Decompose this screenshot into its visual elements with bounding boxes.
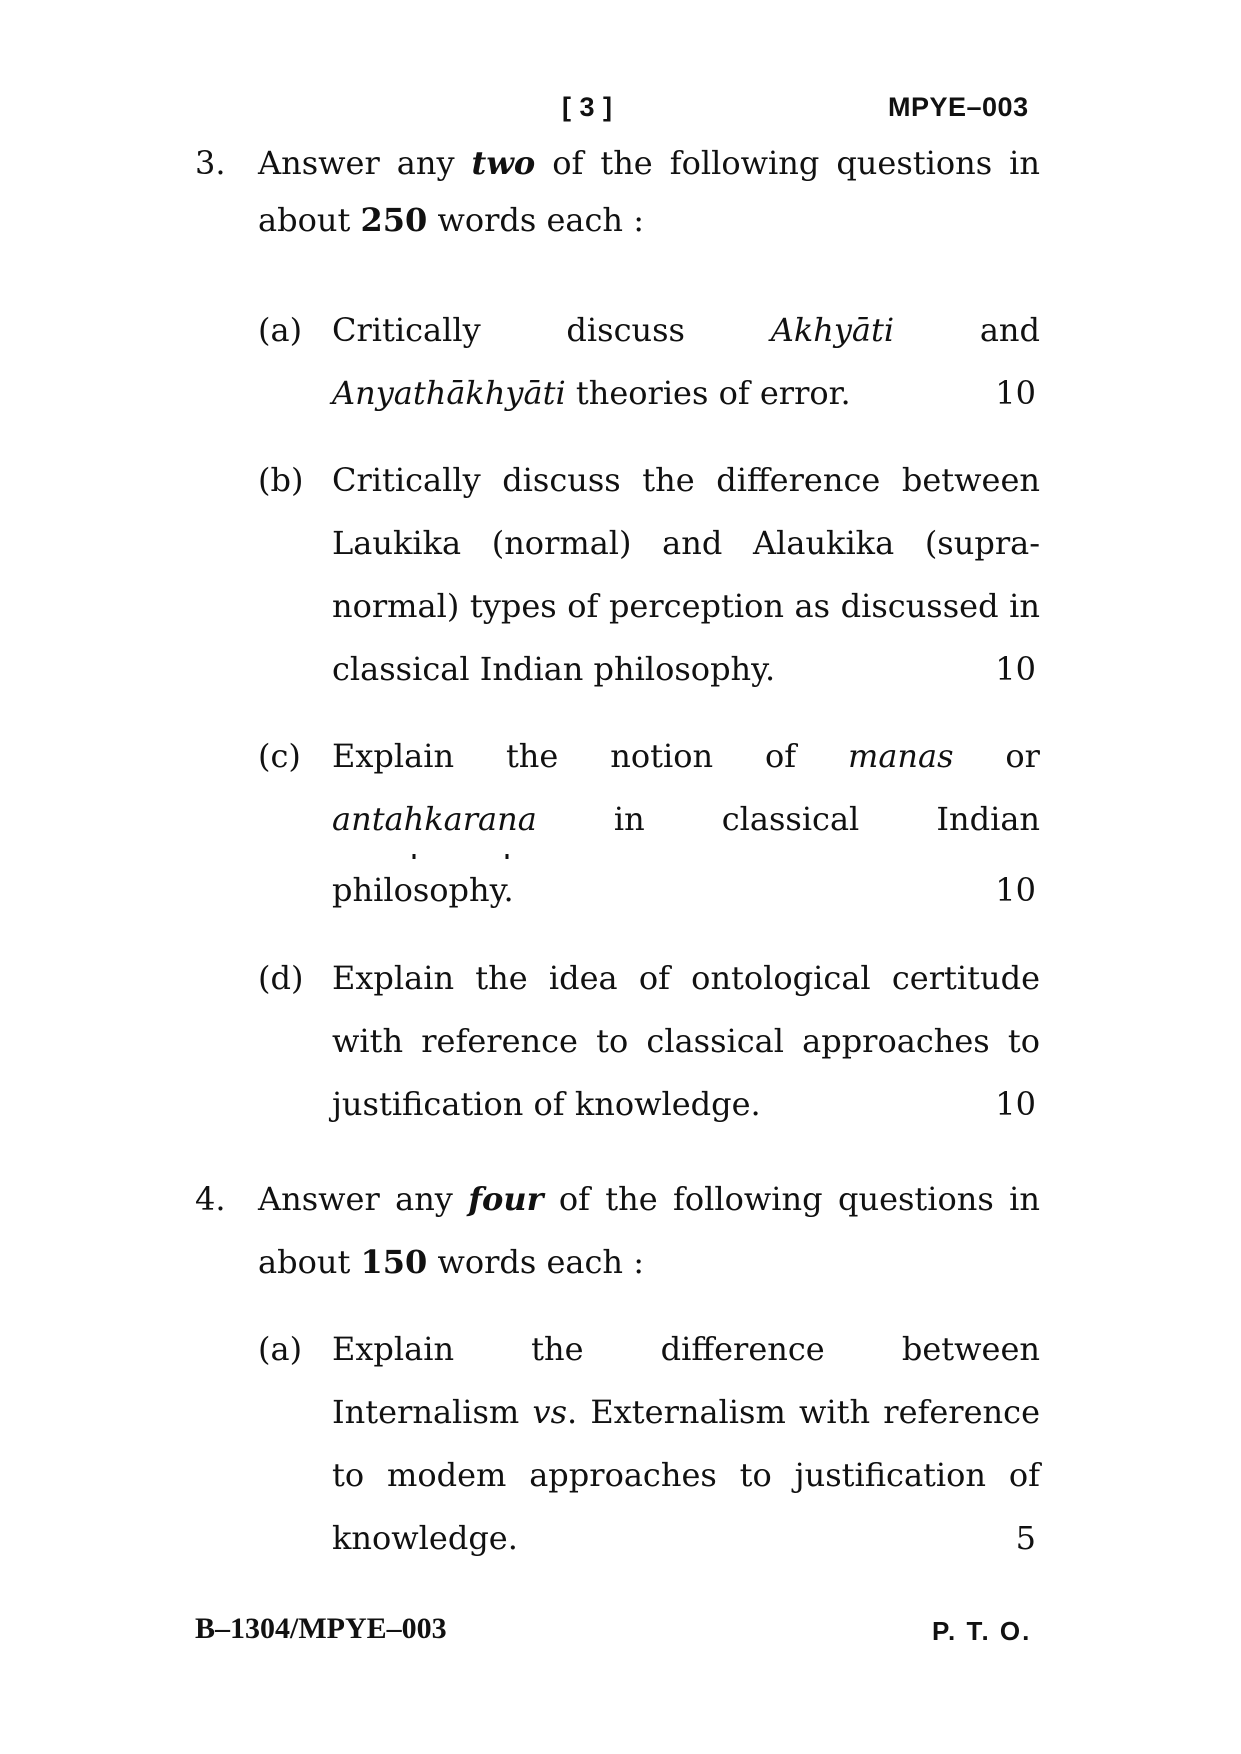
q3-instr-pre: Answer any <box>258 144 472 182</box>
q4-instr-pre: Answer any <box>258 1180 469 1218</box>
q3b-line-2: Laukika (normal) and Alaukika (supra- <box>332 524 1040 562</box>
question-4-instruction-line-2 <box>258 1242 644 1282</box>
q4a-word-2: the <box>531 1330 584 1368</box>
q3c-term-part-2: kara <box>424 800 498 838</box>
q3c-term-antahkarana <box>332 799 537 839</box>
q3b-marks: 10 <box>995 650 1036 688</box>
q3a-line-1 <box>332 310 1040 350</box>
q3c-word-8: classical <box>721 800 860 838</box>
question-3-instruction-line-1 <box>258 143 1040 183</box>
q4a-label: (a) <box>258 1330 303 1368</box>
question-3-instruction-line-2 <box>258 200 644 240</box>
q4a-line-2 <box>332 1392 1040 1432</box>
q4a-word-3: difference <box>660 1330 825 1368</box>
q3c-line-2 <box>332 799 1040 839</box>
q3d-line-3: justification of knowledge. <box>332 1085 761 1123</box>
q3a-word-1: Critically <box>332 311 481 349</box>
course-code: MPYE–003 <box>888 92 1029 122</box>
q4a-vs: vs <box>532 1393 567 1431</box>
q3c-term-n-underdot: n <box>497 800 518 838</box>
q3a-label: (a) <box>258 311 303 349</box>
footer-paper-code: B–1304/MPYE–003 <box>195 1612 447 1645</box>
page-number: [ 3 ] <box>562 92 613 122</box>
question-3-number: 3. <box>195 144 226 182</box>
q3b-line-3: normal) types of perception as discussed in <box>332 587 1040 625</box>
q3a-word-2: discuss <box>566 311 685 349</box>
q3c-word-7: in <box>613 800 645 838</box>
q3-instr2-post: words each : <box>427 201 644 239</box>
q4-instr2-pre: about <box>258 1243 361 1281</box>
q4a-marks: 5 <box>1015 1519 1036 1557</box>
q3c-word-2: the <box>505 737 559 775</box>
q3a-term-akhyati: Akhyāti <box>770 311 895 349</box>
q3-instr-post: of the following questions in <box>535 144 1041 182</box>
q4a-line-4: knowledge. <box>332 1519 518 1557</box>
q4a-line-3: to modem approaches to justification of <box>332 1456 1040 1494</box>
q3a-line-2-rest: theories of error. <box>565 374 851 412</box>
q3a-term-anyathakhyati: Anyathākhyāti <box>332 374 566 412</box>
q3-instr2-pre: about <box>258 201 361 239</box>
q3c-term-h-underdot: h <box>403 800 425 838</box>
q3c-word-1: Explain <box>332 737 455 775</box>
q3c-line-3: philosophy. <box>332 871 514 909</box>
q3d-line-2: with reference to classical approaches to <box>332 1022 1040 1060</box>
q4a-line-2-post: . Externalism with reference <box>566 1393 1041 1431</box>
q3-word-count: 250 <box>360 201 428 239</box>
q3c-word-9: Indian <box>936 800 1040 838</box>
q3c-word-3: notion <box>610 737 714 775</box>
q3b-label: (b) <box>258 461 304 499</box>
q4a-line-1 <box>332 1329 1040 1369</box>
q4a-word-1: Explain <box>332 1330 455 1368</box>
q3a-marks: 10 <box>995 374 1036 412</box>
q4a-line-2-pre: Internalism <box>332 1393 533 1431</box>
q3c-term-part-1: anta <box>332 800 404 838</box>
q3c-line-1 <box>332 736 1040 776</box>
q3c-marks: 10 <box>995 871 1036 909</box>
q3b-line-4: classical Indian philosophy. <box>332 650 776 688</box>
q3c-term-part-3: a <box>517 800 537 838</box>
q4-word-count: 150 <box>360 1243 428 1281</box>
q4-instr-emphasis: four <box>468 1180 544 1218</box>
q3-instr-emphasis: two <box>471 144 536 182</box>
q3c-term-manas: manas <box>847 737 954 775</box>
q4-instr-post: of the following questions in <box>543 1180 1041 1218</box>
question-4-instruction-line-1 <box>258 1179 1040 1219</box>
q3c-label: (c) <box>258 737 301 775</box>
q3c-word-6: or <box>1005 737 1040 775</box>
q3a-word-4: and <box>979 311 1040 349</box>
q3c-word-4: of <box>764 737 797 775</box>
q4-instr2-post: words each : <box>427 1243 644 1281</box>
footer-pto: P. T. O. <box>932 1616 1032 1646</box>
q3d-marks: 10 <box>995 1085 1036 1123</box>
q4a-word-4: between <box>901 1330 1040 1368</box>
q3d-line-1: Explain the idea of ontological certitude <box>332 959 1040 997</box>
question-4-number: 4. <box>195 1180 226 1218</box>
q3b-line-1: Critically discuss the difference between <box>332 461 1040 499</box>
q3a-line-2 <box>332 373 851 413</box>
q3d-label: (d) <box>258 959 304 997</box>
